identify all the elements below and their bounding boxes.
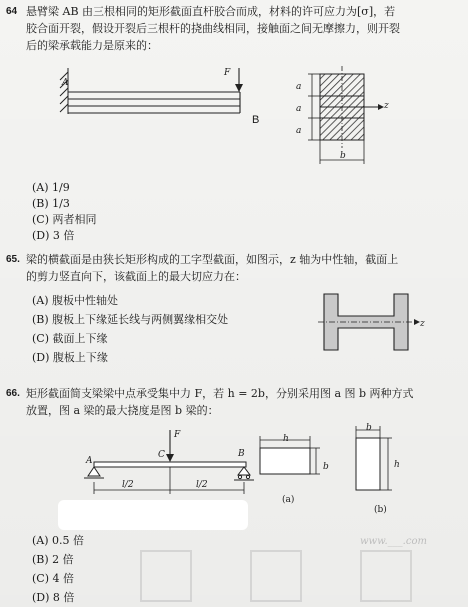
question-text-line: 梁的横截面是由狭长矩形构成的工字型截面，如图示，z 轴为中性轴，截面上 bbox=[26, 253, 399, 266]
options-list bbox=[32, 531, 84, 607]
dim-label-h: h bbox=[394, 460, 400, 470]
dim-label-h: h bbox=[283, 434, 289, 444]
cantilever-beam-figure bbox=[52, 64, 282, 130]
roller-support-b bbox=[234, 467, 254, 480]
point-label-a: A bbox=[62, 78, 69, 88]
watermark-text: www.___.com bbox=[360, 536, 427, 547]
height-dimension-lines bbox=[308, 74, 320, 140]
simply-supported-beam-figure bbox=[84, 424, 260, 500]
question-text-line: 后的梁承载能力是原来的： bbox=[26, 39, 158, 52]
question-text-line: 胶合面开裂，假设开裂后三根杆的挠曲线相同，接触面之间无摩擦力，则开裂 bbox=[26, 22, 400, 35]
force-label: F bbox=[224, 68, 231, 78]
i-beam-section-figure bbox=[318, 288, 428, 358]
option-b[interactable]: (B) 1/3 bbox=[32, 197, 70, 210]
question-text-line: 矩形截面简支梁梁中点承受集中力 F，若 h = 2b，分别采用图 a 图 b 两种方式 bbox=[26, 387, 414, 400]
beam bbox=[94, 462, 246, 467]
fixed-wall-support bbox=[60, 68, 68, 114]
point-label-b: B bbox=[252, 114, 260, 126]
span-dimension bbox=[94, 467, 244, 494]
half-span-label: l/2 bbox=[122, 480, 134, 490]
faint-background-squares bbox=[140, 540, 450, 600]
question-text-line: 悬臂梁 AB 由三根相同的矩形截面直杆胶合而成，材料的许可应力为[σ]，若 bbox=[26, 5, 396, 18]
option-b[interactable]: (B) 2 倍 bbox=[32, 553, 74, 566]
option-c[interactable]: (C) 截面上下缘 bbox=[32, 332, 108, 345]
question-number: 64 bbox=[6, 6, 18, 17]
axis-label-z: z bbox=[420, 319, 425, 329]
dim-label-b: b bbox=[366, 423, 372, 433]
force-label: F bbox=[174, 430, 181, 440]
question-number: 66. bbox=[6, 388, 20, 399]
dim-label-a: a bbox=[296, 126, 302, 136]
dim-label-b: b bbox=[323, 462, 329, 472]
dim-label-a: a bbox=[296, 82, 302, 92]
option-b[interactable]: (B) 腹板上下缘延长线与两侧翼缘相交处 bbox=[32, 313, 229, 326]
force-arrow bbox=[166, 430, 174, 462]
dim-label-b: b bbox=[340, 151, 346, 161]
options-list bbox=[32, 291, 228, 367]
figure-caption-b: (b) bbox=[374, 505, 387, 515]
axis-label-z: z bbox=[384, 101, 389, 111]
option-a[interactable]: (A) 1/9 bbox=[32, 181, 70, 194]
point-label-b: B bbox=[238, 449, 245, 459]
option-d[interactable]: (D) 腹板上下缘 bbox=[32, 351, 108, 364]
rectangle-section bbox=[356, 438, 380, 490]
options-list bbox=[32, 180, 97, 244]
blanked-region bbox=[58, 500, 248, 530]
figure-caption-a: (a) bbox=[282, 495, 295, 505]
option-d[interactable]: (D) 3 倍 bbox=[32, 229, 75, 242]
half-span-label: l/2 bbox=[196, 480, 208, 490]
option-d[interactable]: (D) 8 倍 bbox=[32, 591, 75, 604]
question-text-line: 放置，图 a 梁的最大挠度是图 b 梁的： bbox=[26, 404, 219, 417]
option-c[interactable]: (C) 两者相同 bbox=[32, 213, 97, 226]
question-text-line: 的剪力竖直向下，该截面上的最大切应力在： bbox=[26, 270, 246, 283]
cross-section-figure bbox=[290, 66, 460, 170]
option-c[interactable]: (C) 4 倍 bbox=[32, 572, 74, 585]
point-label-a: A bbox=[86, 456, 93, 466]
point-label-c: C bbox=[158, 450, 165, 460]
dim-label-a: a bbox=[296, 104, 302, 114]
option-a[interactable]: (A) 0.5 倍 bbox=[32, 534, 85, 547]
three-layer-beam bbox=[68, 92, 240, 113]
rectangle-section bbox=[260, 448, 310, 474]
question-number: 65. bbox=[6, 254, 20, 265]
option-a[interactable]: (A) 腹板中性轴处 bbox=[32, 294, 119, 307]
force-arrow bbox=[235, 68, 243, 92]
